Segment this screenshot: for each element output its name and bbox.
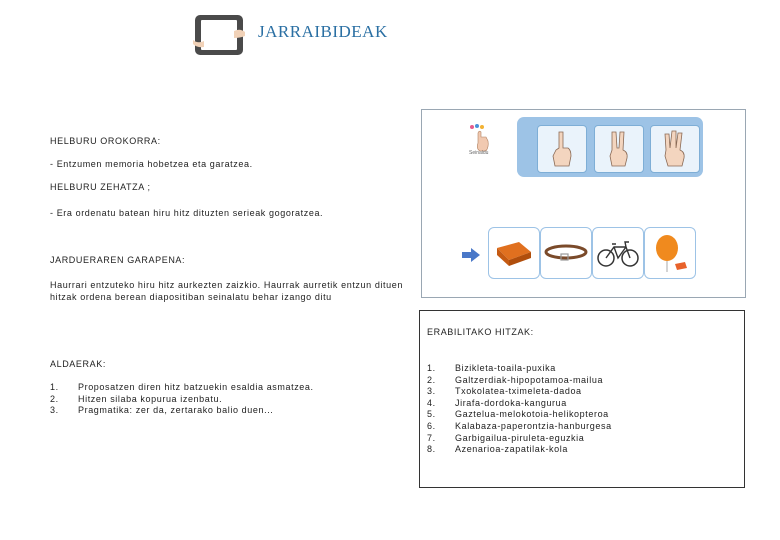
hitzak-num: 4. — [427, 397, 436, 408]
hitzak-item: Bizikleta-toaila-puxika — [455, 363, 556, 373]
jarduera-line-1: Haurrari entzuteko hiru hitz aurkezten zaizkio. Haurrak aurretik entzun dituen — [50, 280, 403, 290]
hitzak-heading: ERABILITAKO HITZAK: — [427, 327, 534, 337]
hand-card-two — [594, 125, 644, 173]
hitzak-item: Gaztelua-melokotoia-helikopteroa — [455, 409, 609, 420]
towel-icon — [489, 228, 539, 278]
hitzak-num: 8. — [427, 444, 436, 455]
hitzak-item: Txokolatea-tximeleta-dadoa — [455, 386, 582, 397]
hitzak-item: Kalabaza-paperontzia-hanburgesa — [455, 420, 612, 431]
aldaerak-num: 2. — [50, 393, 59, 404]
page-title: JARRAIBIDEAK — [258, 22, 388, 41]
seinaldu-caption: Seinaldu — [469, 150, 489, 156]
hitzak-numbers — [427, 363, 436, 456]
aldaerak-item: Hitzen silaba kopurua izenbatu. — [78, 393, 223, 404]
aldaerak-numbers — [50, 382, 59, 417]
aldaerak-item: Pragmatika: zer da, zertarako balio duen... — [78, 405, 274, 416]
helburu-zehatza-heading: HELBURU ZEHATZA ; — [50, 182, 151, 192]
hitzak-item: Galtzerdiak-hipopotamoa-mailua — [455, 374, 604, 385]
aldaerak-num: 3. — [50, 405, 59, 416]
jarduera-heading: JARDUERAREN GARAPENA: — [50, 255, 186, 265]
belt-icon — [541, 228, 591, 278]
hitzak-item: Jirafa-dordoka-kangurua — [455, 397, 567, 408]
arrow-right-icon — [461, 247, 481, 263]
object-card-belt[interactable] — [540, 227, 592, 279]
one-finger-hand-icon — [538, 126, 586, 172]
object-card-balloon[interactable] — [644, 227, 696, 279]
hitzak-num: 7. — [427, 432, 436, 443]
object-card-bicycle[interactable] — [592, 227, 644, 279]
three-finger-hand-icon — [651, 126, 699, 172]
aldaerak-num: 1. — [50, 382, 59, 392]
helburu-orokorra-heading: HELBURU OROKORRA: — [50, 136, 161, 146]
hitzak-num: 5. — [427, 409, 436, 420]
hitzak-num: 6. — [427, 420, 436, 431]
hitzak-num: 2. — [427, 374, 436, 385]
aldaerak-list — [78, 382, 314, 417]
hitzak-item: Azenarioa-zapatilak-kola — [455, 444, 568, 455]
hitzak-item: Garbigailua-piruleta-eguzkia — [455, 432, 585, 443]
hitzak-list — [455, 363, 612, 456]
aldaerak-item: Proposatzen diren hitz batzuekin esaldia asmatzea. — [78, 382, 314, 392]
balloon-icon — [645, 228, 695, 278]
helburu-zehatza-text: - Era ordenatu batean hiru hitz dituzten serieak gogoratzea. — [50, 208, 324, 218]
hand-card-one — [537, 125, 587, 173]
tablet-icon — [192, 14, 246, 56]
hand-card-three — [650, 125, 700, 173]
hitzak-num: 1. — [427, 363, 436, 373]
jarduera-line-2: hitzak ordena berean diapositiban seinalatu behar izango ditu — [50, 292, 332, 302]
hitzak-num: 3. — [427, 386, 436, 397]
two-finger-hand-icon — [595, 126, 643, 172]
helburu-orokorra-text: - Entzumen memoria hobetzea eta garatzea. — [50, 159, 253, 169]
bicycle-icon — [593, 228, 643, 278]
aldaerak-heading: ALDAERAK: — [50, 359, 106, 369]
object-card-towel[interactable] — [488, 227, 540, 279]
